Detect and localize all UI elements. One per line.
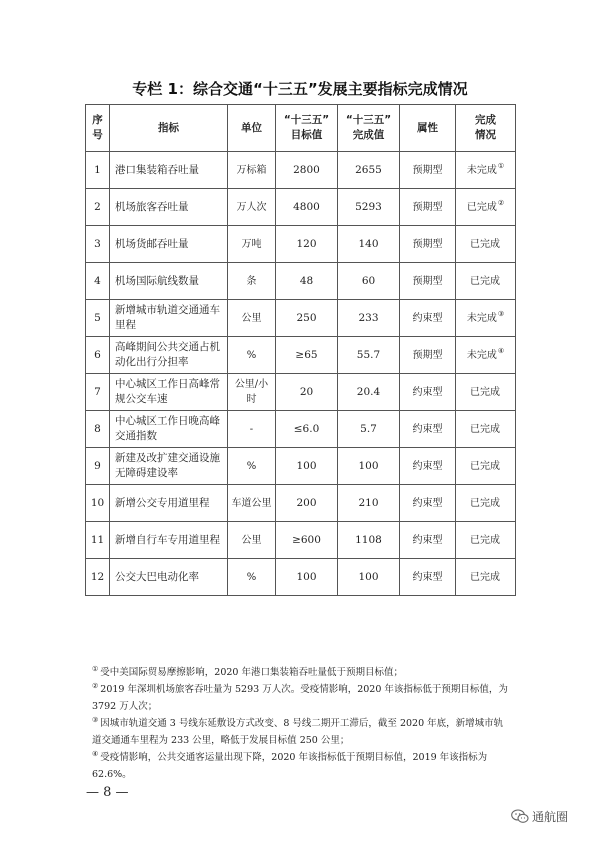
footnote-text: 2019 年深圳机场旅客吞吐量为 5293 万人次。受疫情影响，2020 年该指标低于预期目标值，为 3792 万人次； bbox=[92, 684, 508, 712]
footnote-mark: ③ bbox=[92, 715, 99, 724]
table-row bbox=[86, 448, 516, 485]
cell-row-no: 6 bbox=[86, 337, 110, 374]
cell-completed-value: 20.4 bbox=[338, 374, 400, 411]
cell-indicator-name: 港口集装箱吞吐量 bbox=[110, 152, 228, 189]
cell-unit: 公里 bbox=[228, 300, 276, 337]
table-row bbox=[86, 374, 516, 411]
cell-target-value: 200 bbox=[276, 485, 338, 522]
cell-attribute: 预期型 bbox=[400, 337, 456, 374]
footnote-mark: ① bbox=[92, 664, 99, 673]
cell-status: 已完成 bbox=[456, 448, 516, 485]
table-row bbox=[86, 300, 516, 337]
cell-status: 未完成④ bbox=[456, 337, 516, 374]
cell-status: 已完成 bbox=[456, 263, 516, 300]
cell-row-no: 12 bbox=[86, 559, 110, 596]
header-target: “十三五” 目标值 bbox=[276, 105, 338, 152]
cell-status: 已完成 bbox=[456, 559, 516, 596]
cell-completed-value: 100 bbox=[338, 448, 400, 485]
cell-unit: % bbox=[228, 337, 276, 374]
cell-status: 未完成③ bbox=[456, 300, 516, 337]
footnote-ref: ④ bbox=[497, 347, 505, 356]
cell-row-no: 1 bbox=[86, 152, 110, 189]
cell-indicator-name: 中心城区工作日高峰常规公交车速 bbox=[110, 374, 228, 411]
footnote bbox=[92, 664, 512, 681]
watermark-text: 通航圈 bbox=[531, 810, 568, 824]
table-row bbox=[86, 522, 516, 559]
cell-attribute: 约束型 bbox=[400, 300, 456, 337]
cell-attribute: 约束型 bbox=[400, 448, 456, 485]
cell-row-no: 4 bbox=[86, 263, 110, 300]
cell-target-value: 250 bbox=[276, 300, 338, 337]
cell-completed-value: 1108 bbox=[338, 522, 400, 559]
cell-indicator-name: 机场货邮吞吐量 bbox=[110, 226, 228, 263]
cell-completed-value: 60 bbox=[338, 263, 400, 300]
cell-row-no: 11 bbox=[86, 522, 110, 559]
cell-unit: 公里/小时 bbox=[228, 374, 276, 411]
footnote bbox=[92, 749, 512, 783]
cell-target-value: ≥65 bbox=[276, 337, 338, 374]
header-no: 序 号 bbox=[86, 105, 110, 152]
cell-attribute: 预期型 bbox=[400, 263, 456, 300]
watermark bbox=[511, 808, 568, 825]
cell-completed-value: 100 bbox=[338, 559, 400, 596]
cell-attribute: 约束型 bbox=[400, 522, 456, 559]
cell-indicator-name: 新增城市轨道交通通车里程 bbox=[110, 300, 228, 337]
cell-indicator-name: 新增公交专用道里程 bbox=[110, 485, 228, 522]
cell-attribute: 约束型 bbox=[400, 411, 456, 448]
table-row bbox=[86, 485, 516, 522]
cell-target-value: ≥600 bbox=[276, 522, 338, 559]
cell-completed-value: 5293 bbox=[338, 189, 400, 226]
cell-completed-value: 2655 bbox=[338, 152, 400, 189]
cell-row-no: 5 bbox=[86, 300, 110, 337]
cell-row-no: 7 bbox=[86, 374, 110, 411]
header-completed: “十三五” 完成值 bbox=[338, 105, 400, 152]
table-row bbox=[86, 559, 516, 596]
cell-indicator-name: 新增自行车专用道里程 bbox=[110, 522, 228, 559]
cell-status: 已完成 bbox=[456, 522, 516, 559]
cell-row-no: 9 bbox=[86, 448, 110, 485]
footnote bbox=[92, 715, 512, 749]
cell-indicator-name: 新建及改扩建交通设施无障碍建设率 bbox=[110, 448, 228, 485]
cell-indicator-name: 公交大巴电动化率 bbox=[110, 559, 228, 596]
footnote-text: 因城市轨道交通 3 号线东延敷设方式改变、8 号线二期开工滞后，截至 2020 年底，新增城市轨道交通通车里程为 233 公里，略低于发展目标值 250 公里； bbox=[92, 718, 504, 746]
cell-status: 已完成 bbox=[456, 226, 516, 263]
cell-target-value: 100 bbox=[276, 448, 338, 485]
footnote-text: 受中美国际贸易摩擦影响，2020 年港口集装箱吞吐量低于预期目标值； bbox=[100, 667, 403, 678]
cell-indicator-name: 高峰期间公共交通占机动化出行分担率 bbox=[110, 337, 228, 374]
table-row bbox=[86, 189, 516, 226]
cell-unit: 万人次 bbox=[228, 189, 276, 226]
cell-attribute: 预期型 bbox=[400, 226, 456, 263]
table-row bbox=[86, 411, 516, 448]
indicator-table bbox=[85, 104, 516, 596]
header-unit: 单位 bbox=[228, 105, 276, 152]
cell-indicator-name: 机场旅客吞吐量 bbox=[110, 189, 228, 226]
cell-completed-value: 210 bbox=[338, 485, 400, 522]
wechat-icon bbox=[511, 809, 529, 824]
cell-target-value: 20 bbox=[276, 374, 338, 411]
cell-target-value: 120 bbox=[276, 226, 338, 263]
header-status: 完成 情况 bbox=[456, 105, 516, 152]
cell-indicator-name: 机场国际航线数量 bbox=[110, 263, 228, 300]
footnotes bbox=[92, 664, 512, 783]
cell-attribute: 约束型 bbox=[400, 485, 456, 522]
cell-completed-value: 233 bbox=[338, 300, 400, 337]
cell-attribute: 约束型 bbox=[400, 374, 456, 411]
cell-attribute: 约束型 bbox=[400, 559, 456, 596]
cell-status: 已完成 bbox=[456, 485, 516, 522]
page-number: — 8 — bbox=[86, 785, 129, 800]
cell-attribute: 预期型 bbox=[400, 189, 456, 226]
cell-status: 已完成 bbox=[456, 374, 516, 411]
cell-completed-value: 140 bbox=[338, 226, 400, 263]
cell-unit: - bbox=[228, 411, 276, 448]
cell-status: 未完成① bbox=[456, 152, 516, 189]
cell-attribute: 预期型 bbox=[400, 152, 456, 189]
table-row bbox=[86, 263, 516, 300]
cell-unit: 车道公里 bbox=[228, 485, 276, 522]
footnote-text: 受疫情影响，公共交通客运量出现下降，2020 年该指标低于预期目标值，2019 年该指标为 62.6%。 bbox=[92, 752, 488, 780]
page-title: 专栏 1：综合交通“十三五”发展主要指标完成情况 bbox=[132, 80, 468, 98]
table-header-row bbox=[86, 105, 516, 152]
cell-target-value: 4800 bbox=[276, 189, 338, 226]
cell-status: 已完成② bbox=[456, 189, 516, 226]
cell-completed-value: 55.7 bbox=[338, 337, 400, 374]
footnote-ref: ③ bbox=[497, 310, 505, 319]
cell-unit: 条 bbox=[228, 263, 276, 300]
cell-target-value: 2800 bbox=[276, 152, 338, 189]
footnote-mark: ④ bbox=[92, 749, 99, 758]
cell-row-no: 3 bbox=[86, 226, 110, 263]
cell-completed-value: 5.7 bbox=[338, 411, 400, 448]
table-row bbox=[86, 152, 516, 189]
cell-unit: % bbox=[228, 448, 276, 485]
footnote-ref: ② bbox=[497, 199, 505, 208]
header-indicator: 指标 bbox=[110, 105, 228, 152]
cell-row-no: 2 bbox=[86, 189, 110, 226]
cell-status: 已完成 bbox=[456, 411, 516, 448]
cell-unit: 万标箱 bbox=[228, 152, 276, 189]
table-row bbox=[86, 226, 516, 263]
cell-target-value: 48 bbox=[276, 263, 338, 300]
cell-unit: % bbox=[228, 559, 276, 596]
cell-unit: 公里 bbox=[228, 522, 276, 559]
header-attribute: 属性 bbox=[400, 105, 456, 152]
cell-target-value: 100 bbox=[276, 559, 338, 596]
cell-row-no: 8 bbox=[86, 411, 110, 448]
cell-target-value: ≤6.0 bbox=[276, 411, 338, 448]
footnote-ref: ① bbox=[497, 162, 505, 171]
table-row bbox=[86, 337, 516, 374]
cell-unit: 万吨 bbox=[228, 226, 276, 263]
cell-indicator-name: 中心城区工作日晚高峰交通指数 bbox=[110, 411, 228, 448]
footnote bbox=[92, 681, 512, 715]
cell-row-no: 10 bbox=[86, 485, 110, 522]
footnote-mark: ② bbox=[92, 681, 99, 690]
